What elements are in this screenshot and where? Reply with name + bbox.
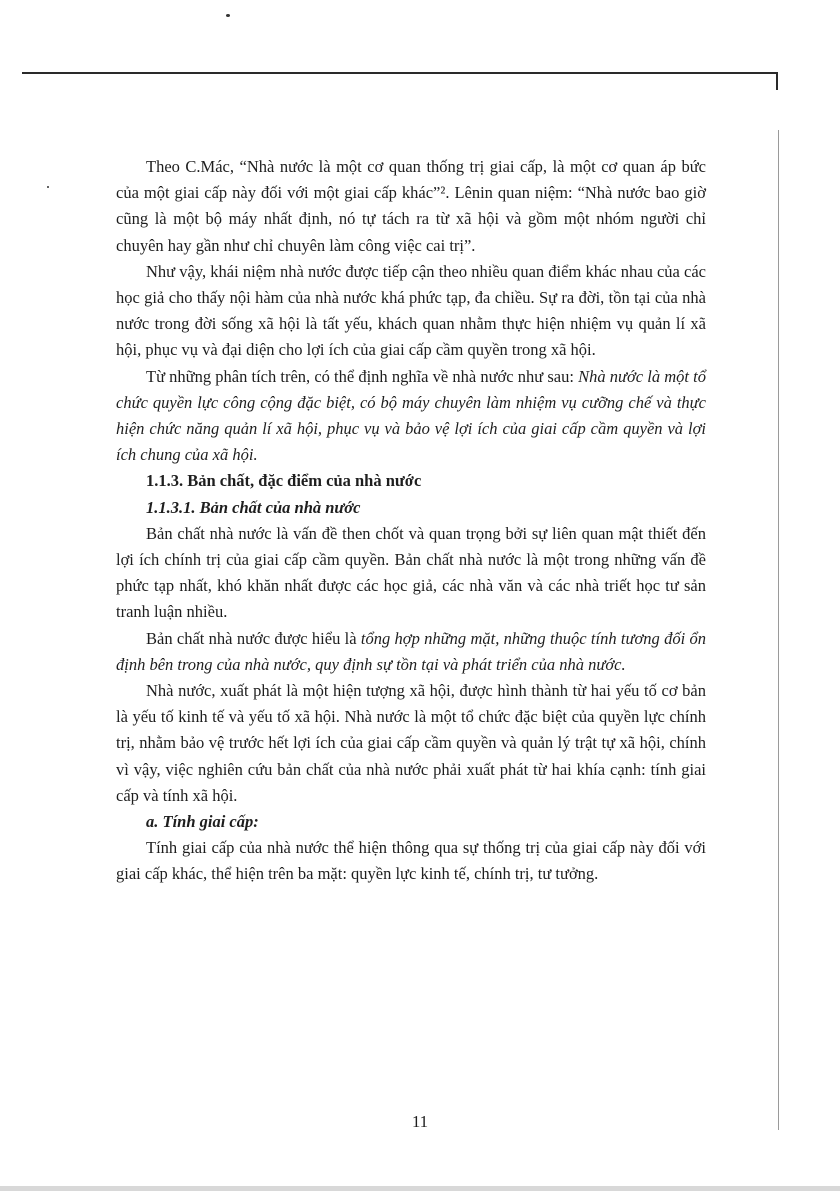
- scan-speck: [47, 186, 49, 188]
- paragraph-class-nature: Tính giai cấp của nhà nước thể hiện thông qua sự thống trị của giai cấp này đối với giai cấp khác, thể hiện trên ba mặt: quyền lực kinh tế, chính trị, tư tưởng.: [116, 838, 706, 884]
- paragraph-nature-definition: [116, 626, 706, 678]
- heading-class-nature: a. Tính giai cấp:: [146, 812, 259, 832]
- scan-bottom-edge: [0, 1186, 840, 1191]
- header-rule-tail: [776, 72, 778, 90]
- state-definition: Nhà nước là một tổ chức quyền lực công cộng đặc biệt, có bộ máy chuyên làm nhiệm vụ cưỡng chế và thực hiện chức năng quản lí xã hội, phục vụ và bảo vệ lợi ích của giai cấp cầm quyền và lợi ích chung của xã hội.: [116, 366, 706, 465]
- scan-right-edge: [778, 130, 779, 1130]
- paragraph-two-aspects: Nhà nước, xuất phát là một hiện tượng xã hội, được hình thành từ hai yếu tố cơ bản là yếu tố kinh tế và yếu tố xã hội. Nhà nước là một tổ chức đặc biệt của quyền lực chính trị, nhằm bảo vệ trước hết lợi ích của giai cấp cầm quyền và quản lý trật tự xã hội, chính vì vậy, việc nghiên cứu bản chất của nhà nước phải xuất phát từ hai khía cạnh: tính giai cấp và tính xã hội.: [116, 681, 706, 805]
- scan-speck: [226, 14, 230, 17]
- paragraph-definition: [116, 364, 706, 469]
- heading-section-1-1-3: 1.1.3. Bản chất, đặc điểm của nhà nước: [146, 471, 422, 491]
- nature-lead: Bản chất nhà nước được hiểu là: [146, 628, 361, 648]
- nature-definition: tổng hợp những mặt, những thuộc tính tương đối ổn định bên trong của nhà nước, quy định sự tồn tại và phát triển của nhà nước.: [116, 628, 706, 674]
- page-body: [116, 154, 706, 888]
- definition-lead: Từ những phân tích trên, có thể định nghĩa về nhà nước như sau:: [146, 366, 579, 386]
- heading-section-1-1-3-1: 1.1.3.1. Bản chất của nhà nước: [146, 497, 361, 517]
- paragraph-concept-summary: Như vậy, khái niệm nhà nước được tiếp cận theo nhiều quan điểm khác nhau của các học giả cho thấy nội hàm của nhà nước khá phức tạp, đa chiều. Sự ra đời, tồn tại của nhà nước trong đời sống xã hội là tất yếu, khách quan nhằm thực hiện nhiệm vụ quản lí xã hội, phục vụ và đại diện cho lợi ích của giai cấp cầm quyền trong xã hội.: [116, 261, 706, 360]
- paragraph-marx-lenin: Theo C.Mác, “Nhà nước là một cơ quan thống trị giai cấp, là một cơ quan áp bức của một giai cấp này đối với một giai cấp khác”². Lênin quan niệm: “Nhà nước bao giờ cũng là một bộ máy nhất định, nó tự tách ra từ xã hội và gồm một nhóm người chỉ chuyên hay gần như chỉ chuyên làm công việc cai trị”.: [116, 157, 706, 255]
- page-number: 11: [411, 1112, 429, 1131]
- header-rule: [22, 72, 778, 74]
- paragraph-nature-importance: Bản chất nhà nước là vấn đề then chốt và quan trọng bởi sự liên quan mật thiết đến lợi ích chính trị của giai cấp cầm quyền. Bản chất nhà nước là một trong những vấn đề phức tạp nhất, khó khăn nhất được các học giả, các nhà văn và các nhà triết học tư sản tranh luận nhiều.: [116, 523, 706, 622]
